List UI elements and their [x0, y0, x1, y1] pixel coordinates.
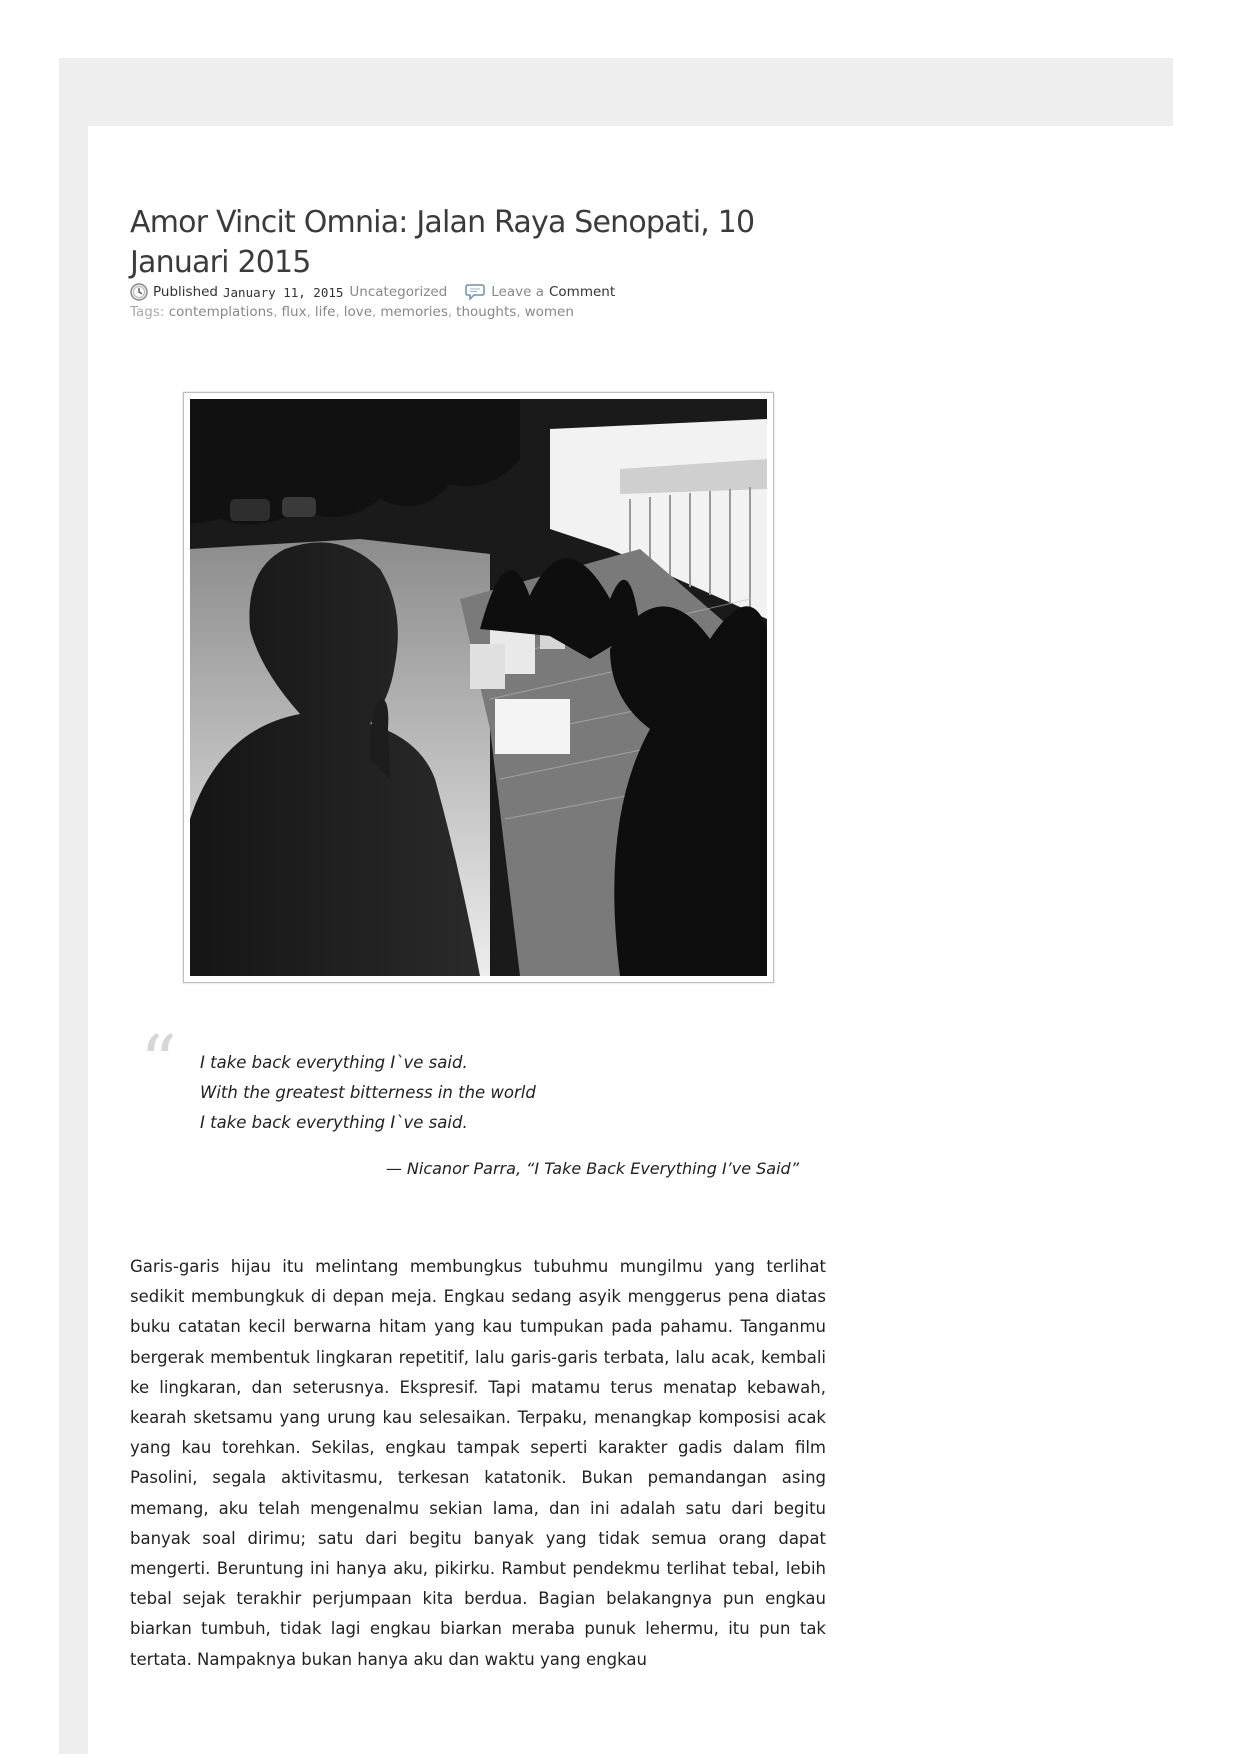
post-image-frame — [183, 392, 774, 983]
quote-mark-icon: “ — [140, 1020, 177, 1104]
post-date[interactable]: January 11, 2015 — [223, 284, 344, 300]
tag-separator: , — [335, 304, 340, 320]
tag-link[interactable]: contemplations — [168, 304, 274, 320]
published-label: Published — [153, 284, 218, 300]
category-link[interactable]: Uncategorized — [349, 284, 448, 300]
tag-link[interactable]: thoughts — [456, 304, 517, 320]
tags-line — [130, 304, 574, 320]
tag-link[interactable]: women — [524, 304, 574, 320]
tag-link[interactable]: memories — [380, 304, 448, 320]
blockquote — [200, 1048, 536, 1138]
speech-bubble-icon[interactable] — [465, 283, 485, 301]
tag-separator: , — [306, 304, 311, 320]
leave-comment-label[interactable]: Leave a — [491, 284, 544, 300]
post-photo — [190, 399, 767, 976]
tag-separator: , — [516, 304, 521, 320]
tag-separator: , — [372, 304, 377, 320]
comment-link[interactable]: Comment — [548, 284, 616, 300]
tag-link[interactable]: flux — [281, 304, 307, 320]
quote-attribution: — Nicanor Parra, “I Take Back Everything I’ve Said” — [385, 1159, 799, 1178]
tag-list — [169, 304, 574, 320]
quote-line: I take back everything I`ve said. — [200, 1113, 468, 1132]
tag-link[interactable]: life — [314, 304, 336, 320]
tag-separator: , — [273, 304, 278, 320]
tag-separator: , — [447, 304, 453, 320]
tags-label: Tags: — [130, 304, 165, 320]
post-title[interactable]: Amor Vincit Omnia: Jalan Raya Senopati, 10 Januari 2015 — [130, 205, 755, 280]
tag-link[interactable]: love — [343, 304, 373, 320]
post-meta — [130, 282, 615, 302]
clock-icon — [130, 283, 148, 301]
quote-line: I take back everything I`ve said. — [200, 1053, 468, 1072]
post-body: Garis-garis hijau itu melintang membungkus tubuhmu mungilmu yang terlihat sedikit membungkuk di depan meja. Engkau sedang asyik menggerus pena diatas buku catatan kecil berwarna hitam yang kau tumpukan pada pahamu. Tanganmu bergerak membentuk lingkaran repetitif, lalu garis-garis terbata, lalu acak, kembali ke lingkaran, dan seterusnya. Ekspresif. Tapi matamu terus menatap kebawah, kearah sketsamu yang urung kau selesaikan. Terpaku, menangkap komposisi acak yang kau torehkan. Sekilas, engkau tampak seperti karakter gadis dalam film Pasolini, segala aktivitasmu, terkesan katatonik. Bukan pemandangan asing memang, aku telah mengenalmu sekian lama, dan ini adalah satu dari begitu banyak soal dirimu; satu dari begitu banyak yang tidak semua orang dapat mengerti. Beruntung ini hanya aku, pikirku. Rambut pendekmu terlihat tebal, lebih tebal sejak terakhir perjumpaan kita berdua. Bagian belakangnya pun engkau biarkan tumbuh, tidak lagi engkau biarkan meraba punuk lehermu, itu pun tak tertata. Nampaknya bukan hanya aku dan waktu yang engkau — [130, 1257, 826, 1669]
quote-line: With the greatest bitterness in the world — [200, 1083, 536, 1102]
